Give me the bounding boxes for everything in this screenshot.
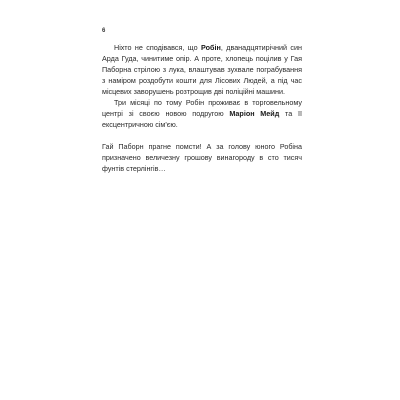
- paragraph-text: Ніхто не сподівався, що: [114, 43, 202, 52]
- paragraph-text: Гай Паборн прагне помсти! А за голову юного Робіна призначено величезну грошову винагороду в сто тисяч фунтів стерлінгів…: [102, 142, 302, 173]
- body-text: [102, 42, 302, 174]
- paragraph-revenge: [102, 141, 302, 174]
- name-robin: Робін: [201, 43, 221, 52]
- paragraph-text: Три місяці по тому Робін проживає в торговельному центрі зі своєю новою подругою: [102, 98, 302, 118]
- paragraph-text: та її ексцентричною сім'єю.: [102, 109, 303, 129]
- name-marion: Маріон Мейд: [229, 109, 280, 118]
- page-number: 6: [102, 28, 106, 34]
- paragraph-intro: [102, 42, 302, 97]
- paragraph-text: , дванадцятирічний син Арда Гуда, чинитиме опір. А проте, хлопець поцілив у Гая Паборна стрілою з лука, влаштував зухвале пограбування з наміром роздобути кошти для Лісових Людей, а під час місцевих заворушень розтрощив дві поліційні машини.: [102, 43, 302, 96]
- paragraph-three-months: [102, 97, 302, 130]
